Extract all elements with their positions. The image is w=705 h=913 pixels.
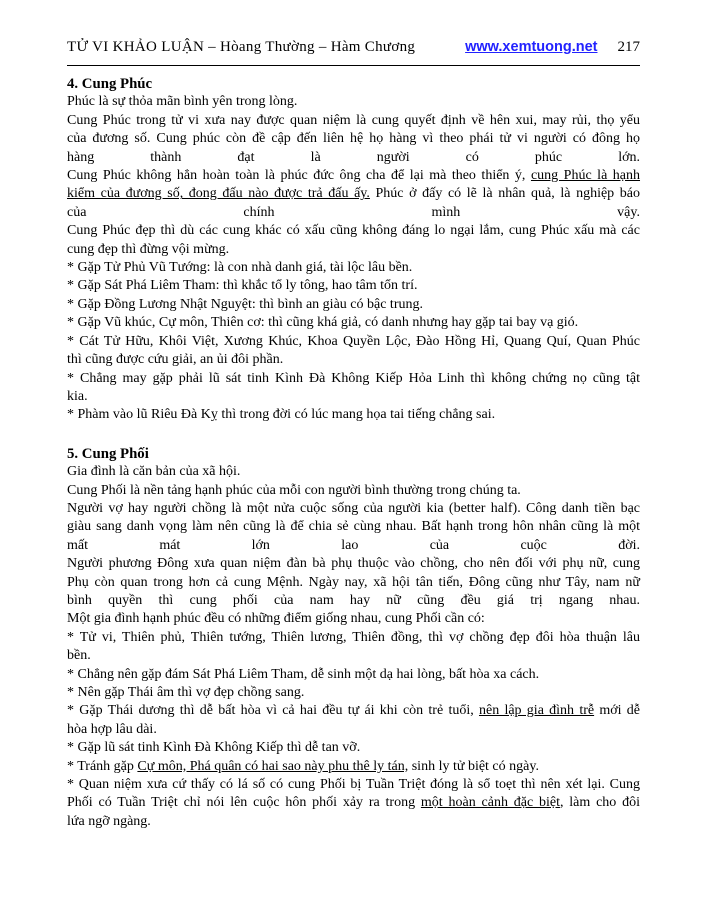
underlined-text: cung Phúc là hạnh [530, 168, 641, 184]
text-line [67, 222, 640, 240]
text-line [67, 463, 640, 481]
underlined-text: Cự môn, Phá quân có hai sao này phu thê ly tán, [137, 758, 409, 774]
text-run: hòa hợp lâu dài. [67, 721, 157, 737]
text-line [67, 702, 640, 720]
text-line [67, 666, 640, 684]
text-run: Cung Phúc không hẳn hoàn toàn là phúc đức ông cha để lại mà theo thiển ý, [67, 168, 531, 184]
text-run: cung đẹp thì đừng vội mừng. [67, 241, 230, 257]
text-run: , làm cho đôi [559, 795, 640, 811]
document-body [67, 75, 640, 831]
text-line [67, 721, 640, 739]
text-run: Gia đình là căn bản của xã hội. [67, 464, 241, 480]
text-run: Cung Phúc đẹp thì dù các cung khác có xấu cũng không đáng lo ngại lắm, cung Phúc xấu mà các [67, 223, 640, 239]
underlined-text: một hoàn cảnh đặc biệt [420, 795, 560, 811]
text-line [67, 684, 640, 702]
page-header [67, 39, 640, 56]
header-rule-divider [67, 65, 640, 66]
section-heading [67, 445, 640, 463]
text-run: mới dễ [594, 703, 640, 719]
text-run: Người vợ hay người chồng là một nửa cuộc sống của người kia (better half). Công danh tiền bạc [67, 500, 640, 516]
header-website-link[interactable]: www.xemtuong.net [465, 39, 598, 55]
text-run: * Chẳng nên gặp đám Sát Phá Liêm Tham, dễ sinh một dạ hai lòng, bất hòa xa cách. [67, 666, 540, 682]
text-line [67, 406, 640, 424]
header-title: TỬ VI KHẢO LUẬN – Hòang Thường – Hàm Chương [67, 39, 416, 55]
text-line [67, 500, 640, 518]
text-run: Một gia đình hạnh phúc đều có những điểm giống nhau, cung Phối cần có: [67, 611, 485, 627]
underlined-text: nên lập gia đình trễ [478, 703, 595, 719]
text-line [67, 482, 640, 500]
text-run: bền. [67, 648, 91, 664]
text-run: Cung Phối là nền tảng hạnh phúc của mỗi con người bình thường trong chúng ta. [67, 482, 521, 498]
text-run: * Tử vi, Thiên phủ, Thiên tướng, Thiên lương, Thiên đồng, thì vợ chồng đẹp đôi hòa thuận lâu [67, 629, 640, 645]
text-run: * Gặp Vũ khúc, Cự môn, Thiên cơ: thì cũng khá giả, có danh nhưng hay gặp tai bay vạ gió. [67, 315, 579, 331]
section-heading [67, 75, 640, 93]
text-run: Phối có Tuần Triệt chỉ nói lên cuộc hôn phối xảy ra trong [67, 795, 421, 811]
page-number: 217 [617, 39, 640, 55]
text-line [67, 758, 640, 776]
text-run: * Phàm vào lũ Riêu Đà Kỵ thì trong đời có lúc mang họa tai tiếng chẳng sai. [67, 407, 496, 423]
text-run: sinh ly tử biệt có ngày. [408, 758, 539, 774]
text-run: của đương số. Cung phúc còn đề cập đến liên hệ họ hàng vì theo phái tử vi người có đông họ [67, 131, 640, 147]
text-line [67, 130, 640, 148]
text-run: * Tránh gặp [67, 758, 138, 774]
text-line [67, 204, 640, 222]
text-run: Phụ còn quan trong hơn cả cung Mệnh. Ngày nay, xã hội tân tiến, Đông cũng như Tây, nam nữ [67, 574, 640, 590]
text-run: * Gặp lũ sát tinh Kình Đà Không Kiếp thì dễ tan vỡ. [67, 740, 361, 756]
text-line [67, 314, 640, 332]
text-run: hàng thành đạt là người có phúc lớn. [67, 149, 640, 165]
text-run: * Chẳng may gặp phải lũ sát tinh Kình Đà Không Kiếp Hỏa Linh thì không chứng nọ cũng tật [67, 370, 640, 386]
text-line [67, 167, 640, 185]
text-run: giàu sang danh vọng làm nên cũng là để chia sẻ cùng nhau. Bất hạnh trong hôn nhân cũng là một [67, 519, 640, 535]
text-line [67, 518, 640, 536]
text-line [67, 296, 640, 314]
text-line [67, 555, 640, 573]
text-line [67, 592, 640, 610]
text-run: kia. [67, 388, 88, 404]
text-line [67, 93, 640, 111]
text-line [67, 776, 640, 794]
text-run: của chính mình vậy. [67, 204, 640, 220]
text-line [67, 813, 640, 831]
text-line [67, 610, 640, 628]
text-run: Người phương Đông xưa quan niệm đàn bà phụ thuộc vào chồng, cho nên đối với phụ nữ, cung [67, 556, 640, 572]
text-run: bình quyền thì cung phối của nam hay nữ cũng đều giá trị ngang nhau. [67, 592, 640, 608]
text-line [67, 277, 640, 295]
text-line [67, 333, 640, 351]
text-run: Phúc ở đấy có lẽ là nhân quả, là nghiệp báo [369, 186, 640, 202]
text-run: 5. Cung Phối [67, 445, 149, 462]
text-run: thì cũng được cứu giải, an ủi đôi phần. [67, 352, 284, 368]
text-line [67, 241, 640, 259]
text-line [67, 647, 640, 665]
text-line [67, 794, 640, 812]
text-line [67, 185, 640, 203]
text-run: * Gặp Thái dương thì dễ bất hòa vì cả hai đều tự ái khi còn trẻ tuổi, [67, 703, 479, 719]
underlined-text: kiểm của đương số, đong đấu nào được trả đấu ấy. [67, 186, 370, 202]
text-line [67, 112, 640, 130]
text-run: * Gặp Tử Phủ Vũ Tướng: là con nhà danh giá, tài lộc lâu bền. [67, 260, 413, 276]
text-run: * Nên gặp Thái âm thì vợ đẹp chồng sang. [67, 685, 305, 700]
text-line [67, 351, 640, 369]
text-line [67, 388, 640, 406]
text-line [67, 629, 640, 647]
text-run: * Gặp Sát Phá Liêm Tham: thì khắc tổ ly tông, hao tâm tổn trí. [67, 278, 418, 294]
text-run: Cung Phúc trong tử vi xưa nay được quan niệm là cung quyết định về hên xui, may rủi, thọ yểu [67, 112, 640, 128]
text-line [67, 259, 640, 277]
text-line [67, 537, 640, 555]
text-run: * Cát Tử Hữu, Khôi Việt, Xương Khúc, Khoa Quyền Lộc, Đào Hồng Hỉ, Quang Quí, Quan Phúc [67, 333, 640, 349]
text-line [67, 370, 640, 388]
text-line [67, 149, 640, 167]
text-run: mất mát lớn lao của cuộc đời. [67, 537, 640, 553]
text-run: * Quan niệm xưa cứ thấy có lá số có cung Phối bị Tuần Triệt đóng là sổ toẹt thì nên xét lại. Cung [67, 777, 640, 793]
text-run: 4. Cung Phúc [67, 76, 153, 92]
text-run: lứa ngỡ ngàng. [67, 813, 151, 829]
text-line [67, 739, 640, 757]
section-gap [67, 425, 640, 445]
text-line [67, 574, 640, 592]
text-run: * Gặp Đồng Lương Nhật Nguyệt: thì bình an giàu có bậc trung. [67, 296, 423, 312]
text-run: Phúc là sự thỏa mãn bình yên trong lòng. [67, 94, 298, 110]
